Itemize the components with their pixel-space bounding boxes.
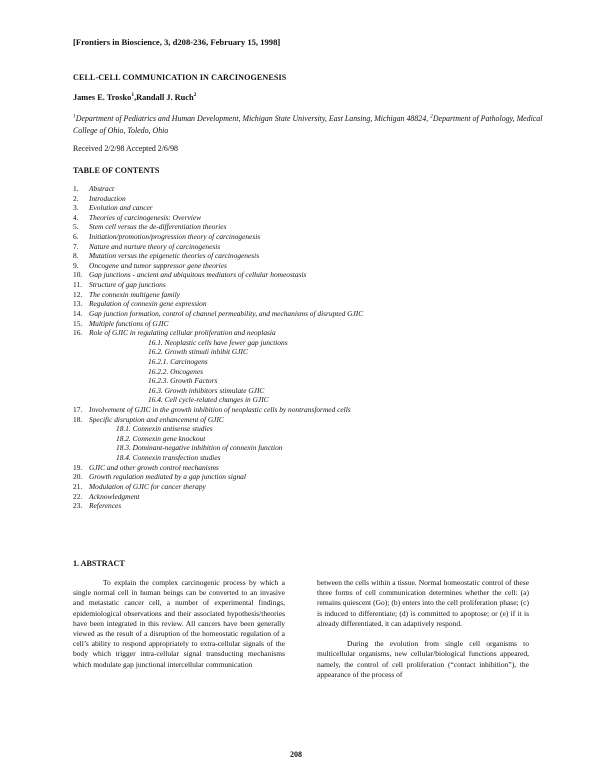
toc-item — [73, 309, 553, 319]
toc-number: 13. — [73, 299, 83, 309]
toc-title: GJIC and other growth control mechanisms — [89, 462, 219, 472]
toc-subitem — [73, 395, 553, 405]
toc-item — [73, 472, 553, 482]
toc-item — [73, 270, 553, 280]
toc-number: 12. — [73, 289, 83, 299]
toc-title: Theories of carcinogenesis: Overview — [89, 212, 201, 222]
table-of-contents — [73, 184, 553, 511]
author-separator: , — [134, 93, 137, 102]
toc-item — [73, 290, 553, 300]
abstract-paragraph: During the evolution from single cell organisms to multicellular organisms, new cellular/biological functions appeared, namely, the control of cell proliferation (“contact inhibition”), the appearance of the process of — [317, 639, 529, 679]
toc-subitem — [73, 424, 553, 434]
toc-subtitle: 16.2.1. Carcinogens — [148, 356, 208, 366]
toc-subtitle: 16.1. Neoplastic cells have fewer gap junctions — [148, 337, 288, 347]
toc-item — [73, 501, 553, 511]
toc-number: 2. — [73, 193, 79, 203]
toc-number: 10. — [73, 270, 83, 280]
affiliation-text: Department of Pediatrics and Human Development, Michigan State University, East Lansing, Michigan 48824, — [75, 114, 431, 123]
article-title: CELL-CELL COMMUNICATION IN CARCINOGENESIS — [73, 73, 287, 82]
toc-number: 19. — [73, 462, 83, 472]
toc-title: Abstract — [89, 184, 115, 193]
toc-title: References — [89, 501, 122, 511]
toc-item — [73, 405, 553, 415]
toc-title: The connexin multigene family — [89, 289, 180, 299]
toc-title: Structure of gap junctions — [89, 280, 166, 290]
toc-title: Modulation of GJIC for cancer therapy — [89, 481, 206, 491]
toc-number: 16. — [73, 328, 83, 338]
toc-title: Growth regulation mediated by a gap junction signal — [89, 472, 246, 482]
toc-item — [73, 261, 553, 271]
toc-item — [73, 492, 553, 502]
toc-title: Regulation of connexin gene expression — [89, 299, 207, 309]
toc-subtitle: 16.3. Growth inhibitors stimulate GJIC — [148, 385, 265, 395]
toc-item — [73, 415, 553, 425]
toc-number: 20. — [73, 472, 83, 482]
toc-title: Acknowledgment — [89, 491, 140, 501]
toc-heading: TABLE OF CONTENTS — [73, 166, 160, 175]
toc-subitem — [73, 434, 553, 444]
toc-number: 1. — [73, 184, 79, 193]
toc-subitem — [73, 347, 553, 357]
toc-subtitle: 16.4. Cell cycle-related changes in GJIC — [148, 395, 269, 405]
toc-title: Initiation/promotion/progression theory of carcinogenesis — [89, 232, 261, 242]
toc-subtitle: 18.3. Dominant-negative inhibition of connexin function — [116, 443, 283, 453]
toc-number: 14. — [73, 308, 83, 318]
toc-item — [73, 194, 553, 204]
toc-item — [73, 222, 553, 232]
toc-number: 23. — [73, 501, 83, 511]
affiliation-marker: 2 — [430, 113, 433, 120]
toc-item — [73, 463, 553, 473]
abstract-paragraph: between the cells within a tissue. Normal homeostatic control of these three forms of cell communication determines whether the cell: (a) remains quiescent (Go); (b) enters into the cell proliferation phase; (c) is induced to differentiate; (d) is committed to apoptose; or (e) if it is already differentiated, it can adaptively respond. — [317, 578, 529, 628]
toc-item — [73, 213, 553, 223]
toc-number: 4. — [73, 212, 79, 222]
toc-item — [73, 184, 553, 194]
toc-subitem — [73, 376, 553, 386]
toc-title: Stem cell versus the de-differentiation theories — [89, 222, 227, 232]
toc-item — [73, 232, 553, 242]
toc-subitem — [73, 443, 553, 453]
toc-subitem — [73, 338, 553, 348]
toc-title: Mutation versus the epigenetic theories of carcinogenesis — [89, 251, 260, 261]
abstract-paragraph: To explain the complex carcinogenic process by which a single normal cell in human beings can be converted to an invasive and metastatic cancer cell, a number of experimental findings, epidemiological observations and their associated hypothesis/theories have been integrated in this review. All cancers have been generally viewed as the result of a disruption of the homeostatic regulation of a cell’s ability to respond appropriately to extra-cellular signals of the body which trigger intra-cellular signal transducting mechanisms which modulate gap junctional intercellular communication — [73, 578, 285, 669]
toc-number: 17. — [73, 405, 83, 415]
toc-subtitle: 16.2. Growth stimuli inhibit GJIC — [148, 347, 248, 357]
toc-item — [73, 319, 553, 329]
toc-item — [73, 242, 553, 252]
abstract-column-right — [317, 578, 529, 680]
toc-title: Multiple functions of GJIC — [89, 318, 169, 328]
author-name: Randall J. Ruch — [136, 93, 194, 102]
toc-subitem — [73, 386, 553, 396]
toc-subitem — [73, 357, 553, 367]
toc-item — [73, 328, 553, 338]
toc-title: Gap junctions - ancient and ubiquitous mediators of cellular homeostasis — [89, 270, 307, 280]
toc-number: 15. — [73, 318, 83, 328]
toc-subtitle: 18.2. Connexin gene knockout — [116, 433, 206, 443]
author-affiliation-marker: 2 — [193, 92, 197, 99]
toc-subtitle: 16.2.2. Oncogenes — [148, 366, 204, 376]
affiliation-marker: 1 — [73, 113, 76, 120]
page-number: 208 — [290, 750, 302, 759]
toc-number: 6. — [73, 232, 79, 242]
toc-title: Introduction — [89, 193, 126, 203]
toc-number: 3. — [73, 203, 79, 213]
toc-subitem — [73, 367, 553, 377]
journal-citation: [Frontiers in Bioscience, 3, d208-236, February 15, 1998] — [73, 37, 281, 47]
toc-title: Nature and nurture theory of carcinogenesis — [89, 241, 221, 251]
toc-title: Role of GJIC in regulating cellular proliferation and neoplasia — [89, 328, 276, 338]
author-line — [73, 93, 196, 102]
toc-title: Evolution and cancer — [89, 203, 153, 213]
toc-title: Gap junction formation, control of channel permeability, and mechanisms of disrupted GJIC — [89, 308, 364, 318]
toc-item — [73, 251, 553, 261]
toc-title: Oncogene and tumor suppressor gene theories — [89, 260, 227, 270]
toc-number: 18. — [73, 414, 83, 424]
author-affiliation-marker: 1 — [131, 92, 135, 99]
toc-number: 5. — [73, 222, 79, 232]
toc-subtitle: 16.2.3. Growth Factors — [148, 376, 218, 386]
toc-item — [73, 203, 553, 213]
toc-subitem — [73, 453, 553, 463]
received-dates: Received 2/2/98 Accepted 2/6/98 — [73, 144, 178, 153]
toc-number: 7. — [73, 241, 79, 251]
toc-number: 22. — [73, 491, 83, 501]
toc-subtitle: 18.4. Connexin transfection studies — [116, 453, 221, 463]
toc-item — [73, 299, 553, 309]
toc-title: Specific disruption and enhancement of GJIC — [89, 414, 224, 424]
toc-number: 11. — [73, 280, 82, 290]
toc-subtitle: 18.1. Connexin antisense studies — [116, 424, 213, 434]
toc-item — [73, 482, 553, 492]
toc-title: Involvement of GJIC in the growth inhibition of neoplastic cells by nontransformed cells — [89, 405, 351, 415]
abstract-heading: 1. ABSTRACT — [73, 559, 125, 568]
affiliations — [73, 113, 543, 136]
affiliation-text: Department of Pathology, Medical College of Ohio, Toledo, Ohio — [73, 114, 543, 135]
toc-number: 8. — [73, 251, 79, 261]
toc-number: 21. — [73, 481, 83, 491]
abstract-column-left — [73, 578, 285, 670]
toc-item — [73, 280, 553, 290]
toc-number: 9. — [73, 260, 79, 270]
author-name: James E. Trosko — [73, 93, 132, 102]
